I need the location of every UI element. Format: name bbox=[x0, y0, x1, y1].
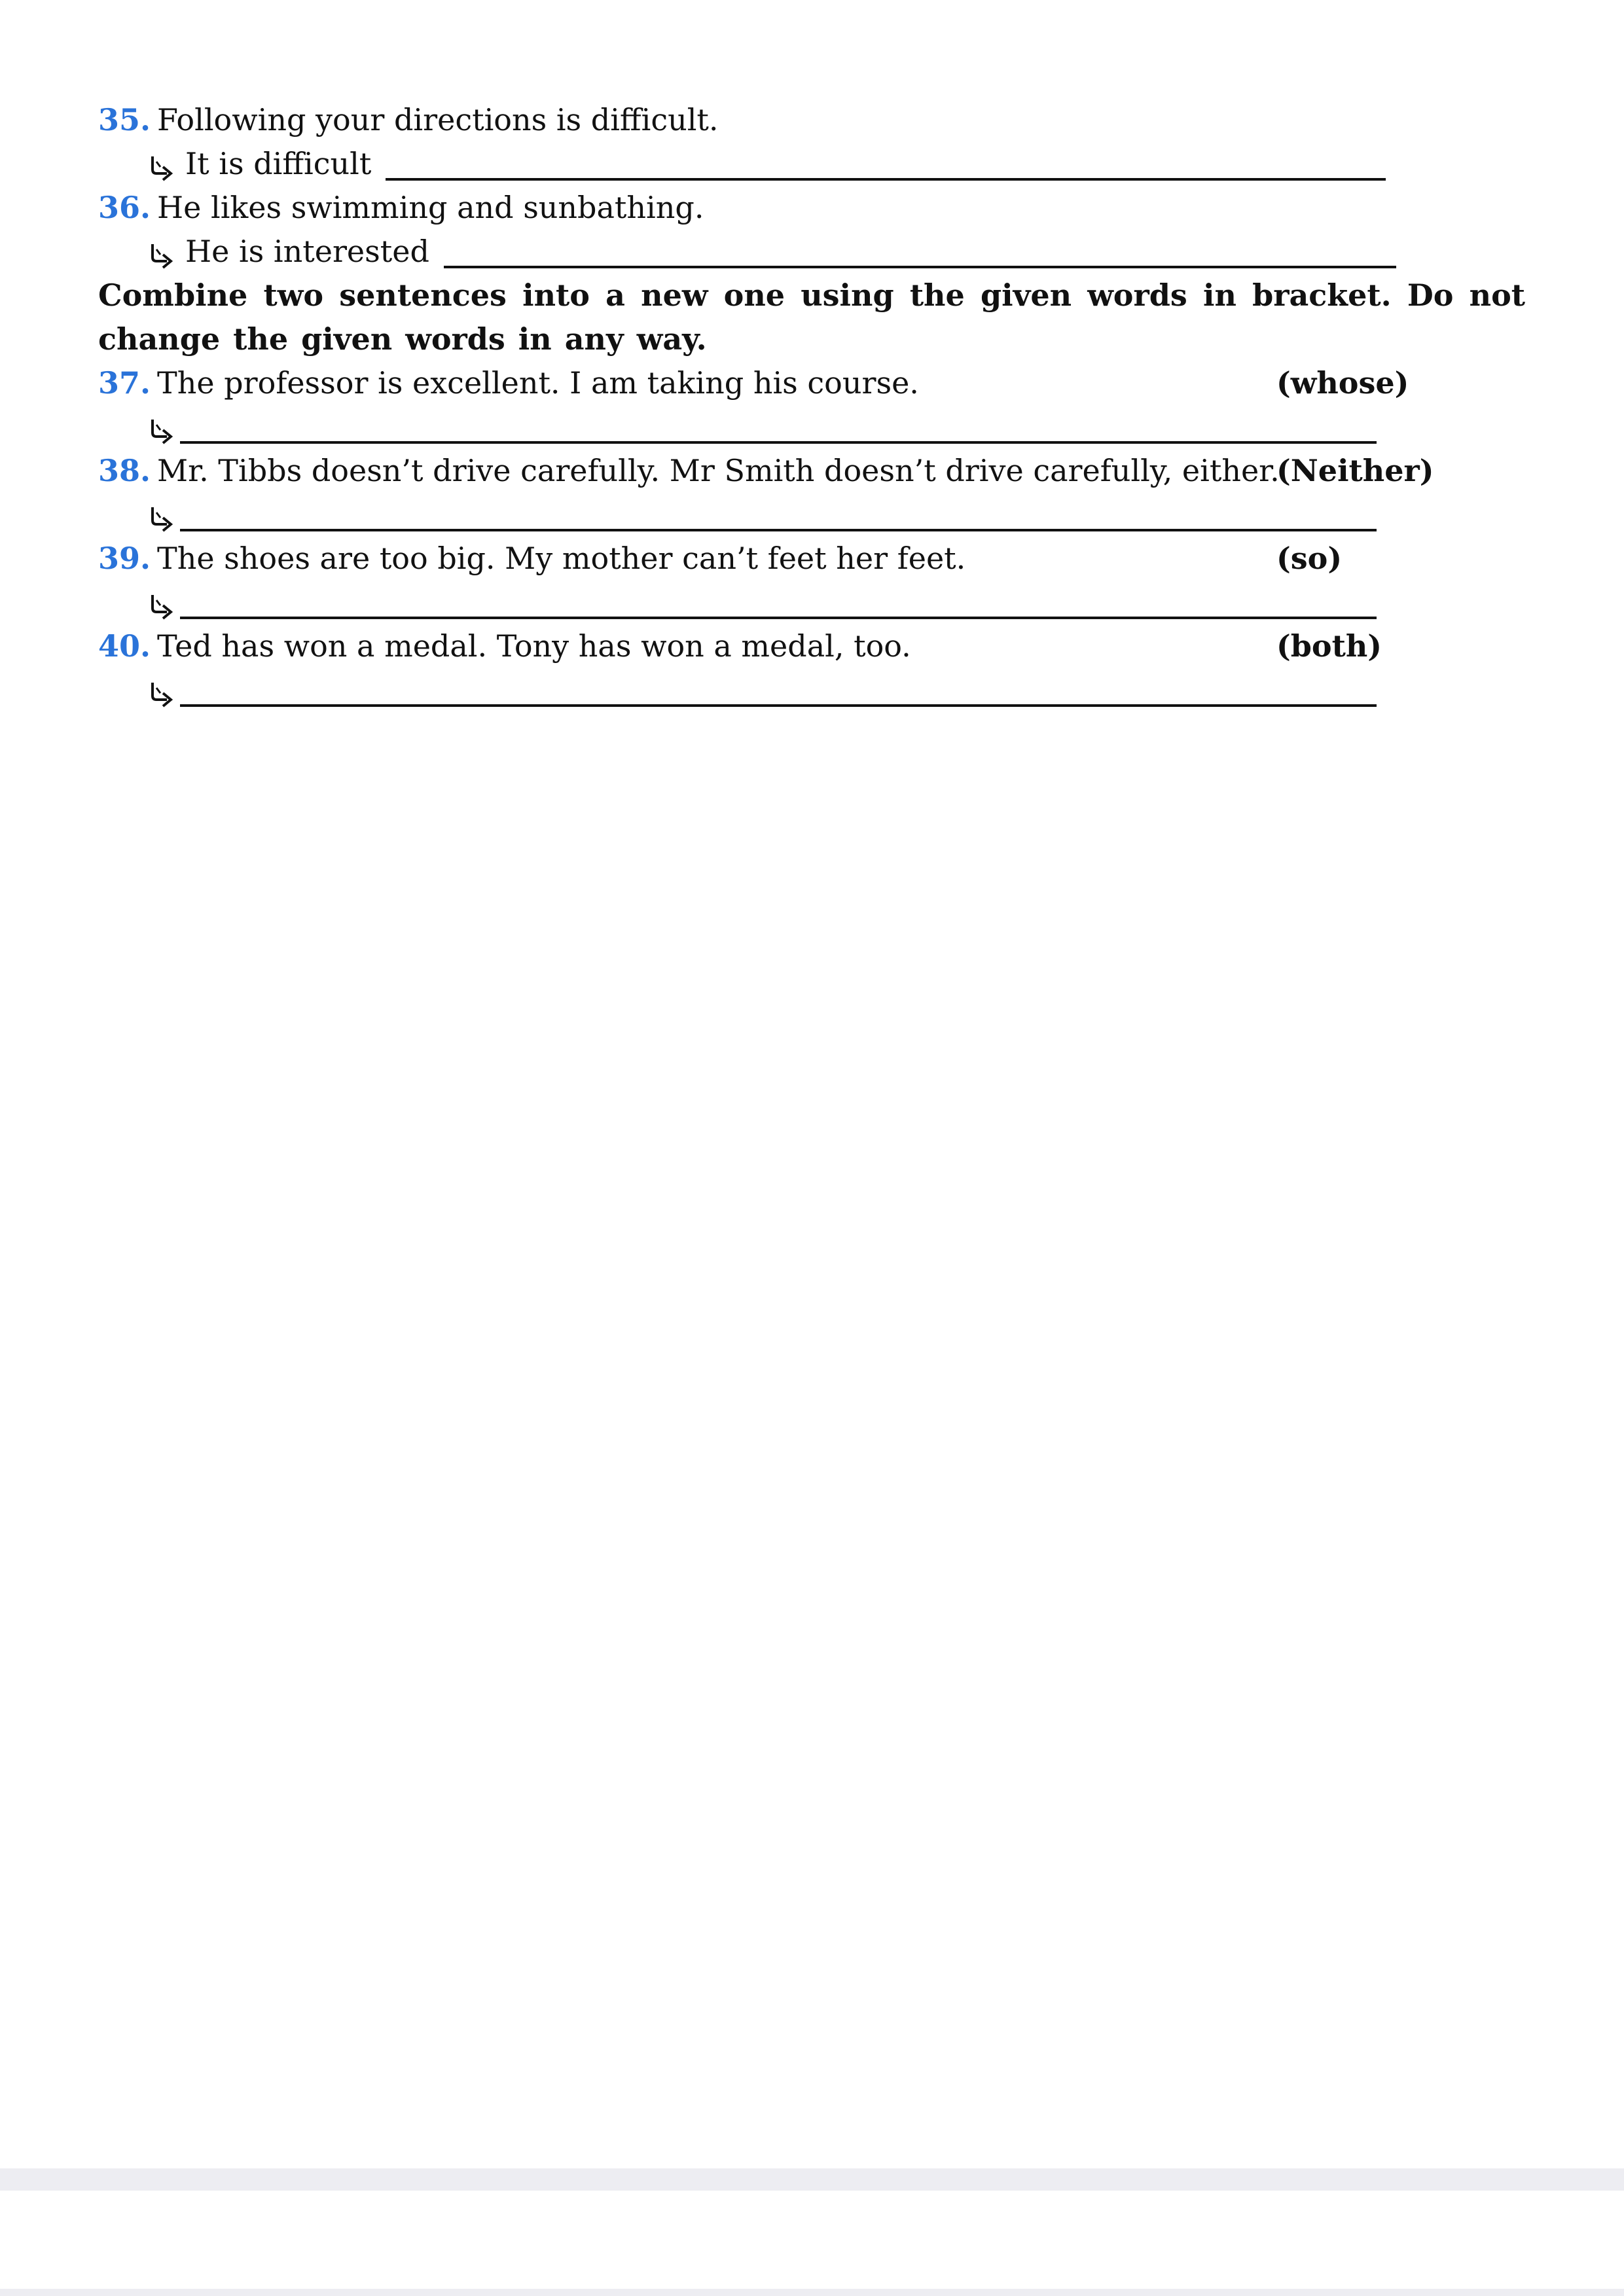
question-number: 35. bbox=[98, 102, 151, 137]
question-number: 40. bbox=[98, 628, 151, 664]
bracket-hint: (so) bbox=[1276, 541, 1343, 576]
hand-drawn-arrow-icon bbox=[147, 415, 177, 445]
bracket-hint: (whose) bbox=[1276, 365, 1409, 401]
answer-line-40 bbox=[98, 668, 1525, 712]
answer-line-39 bbox=[98, 581, 1525, 624]
answer-line-35 bbox=[98, 142, 1525, 186]
bracket-hint: (both) bbox=[1276, 628, 1382, 664]
question-text: Mr. Tibbs doesn’t drive carefully. Mr Smith doesn’t drive carefully, either. bbox=[157, 453, 1280, 488]
question-35 bbox=[98, 98, 1525, 142]
hand-drawn-arrow-icon bbox=[147, 678, 177, 708]
question-number: 38. bbox=[98, 453, 151, 488]
answer-blank[interactable] bbox=[386, 178, 1386, 181]
question-38 bbox=[98, 449, 1525, 493]
question-text: Following your directions is difficult. bbox=[157, 102, 719, 137]
answer-line-36 bbox=[98, 230, 1525, 274]
hand-drawn-arrow-icon bbox=[147, 240, 177, 270]
answer-prompt: He is interested bbox=[185, 234, 429, 269]
question-text: Ted has won a medal. Tony has won a medal, too. bbox=[157, 628, 911, 664]
page-separator-band bbox=[0, 2168, 1624, 2191]
section-instruction: Combine two sentences into a new one using the given words in bracket. Do not change the given words in any way. bbox=[98, 278, 1525, 357]
answer-blank[interactable] bbox=[180, 704, 1377, 707]
hand-drawn-arrow-icon bbox=[147, 503, 177, 533]
answer-line-38 bbox=[98, 493, 1525, 537]
next-page-area bbox=[0, 2191, 1624, 2289]
answer-blank[interactable] bbox=[180, 617, 1377, 619]
answer-blank[interactable] bbox=[180, 441, 1377, 444]
question-text: The professor is excellent. I am taking his course. bbox=[157, 365, 919, 401]
question-37 bbox=[98, 361, 1525, 405]
answer-line-37 bbox=[98, 405, 1525, 449]
question-number: 37. bbox=[98, 365, 151, 401]
question-36 bbox=[98, 186, 1525, 230]
question-number: 39. bbox=[98, 541, 151, 576]
bracket-hint: (Neither) bbox=[1276, 453, 1434, 488]
answer-prompt: It is difficult bbox=[185, 146, 372, 181]
question-number: 36. bbox=[98, 190, 151, 225]
answer-blank[interactable] bbox=[180, 529, 1377, 531]
hand-drawn-arrow-icon bbox=[147, 152, 177, 182]
question-text: He likes swimming and sunbathing. bbox=[157, 190, 704, 225]
question-text: The shoes are too big. My mother can’t feet her feet. bbox=[157, 541, 966, 576]
worksheet-content bbox=[98, 98, 1525, 712]
question-40 bbox=[98, 624, 1525, 668]
question-39 bbox=[98, 537, 1525, 581]
page-separator-band-bottom bbox=[0, 2289, 1624, 2296]
hand-drawn-arrow-icon bbox=[147, 590, 177, 620]
answer-blank[interactable] bbox=[444, 266, 1396, 268]
